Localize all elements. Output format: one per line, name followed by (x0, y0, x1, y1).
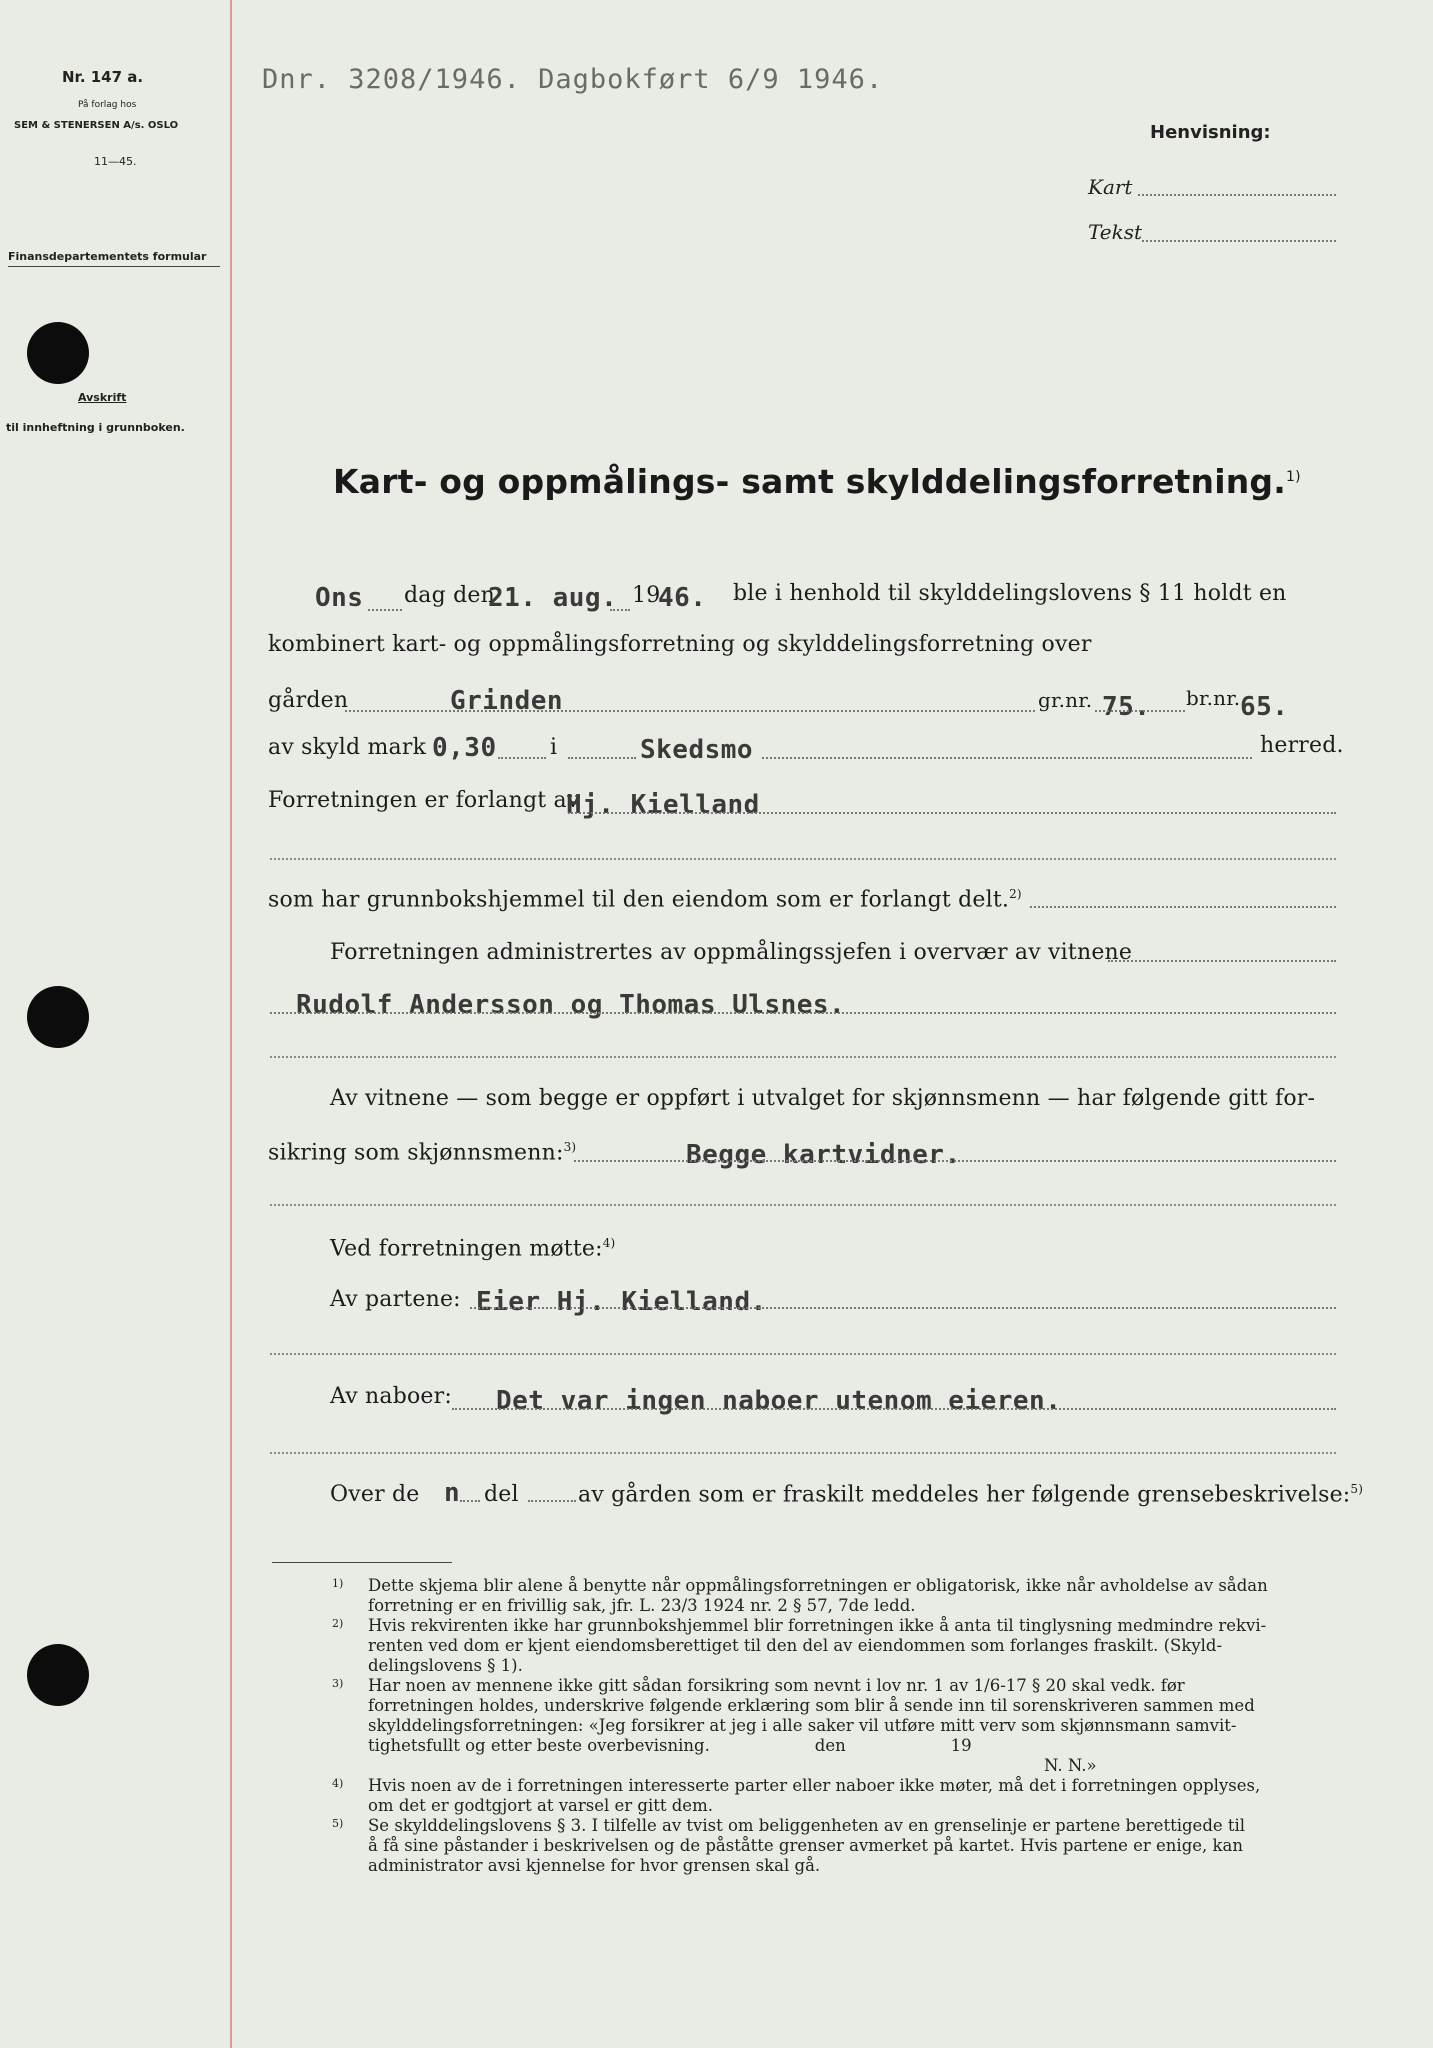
forlangt-dots (568, 812, 1336, 814)
grunnbok-dots (1030, 906, 1336, 908)
over-dots-b (528, 1500, 576, 1502)
garden-label: gården (268, 688, 349, 713)
blank-line-1 (270, 858, 1336, 860)
footnote-3 (332, 1676, 1342, 1756)
henvisning-kart-line (1138, 194, 1336, 196)
henvisning-tekst-line (1142, 240, 1336, 242)
day-typed: Ons (315, 583, 364, 613)
ministry-underline (8, 266, 220, 267)
vitner-typed: Rudolf Andersson og Thomas Ulsnes. (296, 990, 846, 1020)
grunnbok-text: som har grunnbokshjemmel til den eiendom som er forlangt delt. (268, 887, 1010, 913)
footnote-3-number: 3) (332, 1677, 344, 1690)
footnote-3-line: skylddelingsforretningen: «Jeg forsikrer at jeg i alle saker vil utføre mitt verv som skjønnsmann samvit- (368, 1716, 1237, 1735)
day-label: dag den (404, 583, 495, 608)
motte-footnote-ref: 4) (602, 1236, 616, 1250)
skyld-typed: 0,30 (432, 733, 497, 763)
avskrift-label: Avskrift (78, 391, 127, 404)
year-prefix: 19 (632, 583, 661, 608)
over-rest (578, 1482, 1363, 1507)
footnote-5-line: administrator avsi kjennelse for hvor grensen skal gå. (368, 1856, 821, 1875)
footnote-4-line: om det er godtgjort at varsel er gitt dem. (368, 1796, 713, 1815)
footnote-5-line: Se skylddelingslovens § 3. I tilfelle av tvist om beliggenheten av en grenselinje er partene berettigede til (368, 1816, 1246, 1835)
naboer-dots (452, 1408, 1336, 1410)
footnote-signature-text: N. N.» (1044, 1756, 1097, 1775)
herred-label: herred. (1260, 733, 1344, 758)
publisher-line2: SEM & STENERSEN A/s. OSLO (14, 120, 179, 131)
blank-line-5 (270, 1452, 1336, 1454)
partene-typed: Eier Hj. Kielland. (476, 1287, 767, 1317)
over-footnote-ref: 5) (1350, 1482, 1364, 1496)
footnote-separator (272, 1562, 452, 1563)
i-label: i (550, 735, 558, 760)
footnotes (332, 1576, 1342, 1876)
naboer-label: Av naboer: (330, 1384, 452, 1409)
form-number: Nr. 147 a. (62, 68, 144, 86)
partene-dots (470, 1307, 1336, 1309)
forlangt-typed: Hj. Kielland (566, 790, 760, 820)
skyld-dots (498, 757, 546, 759)
naboer-typed: Det var ingen naboer utenom eieren. (496, 1386, 1062, 1416)
date-typed: 21. aug. (488, 583, 618, 613)
forlangt-label: Forretningen er forlangt av (268, 788, 580, 813)
grnr-dots (1095, 710, 1185, 712)
herred-typed: Skedsmo (640, 735, 754, 765)
vitne-dots (574, 1160, 1336, 1162)
partene-label: Av partene: (330, 1287, 461, 1312)
date-dots (610, 609, 630, 611)
vitne-line1: Av vitnene — som begge er oppført i utvalget for skjønnsmenn — har følgende gitt for- (330, 1086, 1316, 1111)
footnote-4-line: Hvis noen av de i forretningen interesserte parter eller naboer ikke møter, må det i forretningen opplyses, (368, 1776, 1261, 1795)
punch-hole-middle (27, 986, 89, 1048)
punch-hole-bottom (27, 1644, 89, 1706)
publisher-line1: På forlag hos (78, 100, 137, 110)
footnote-4 (332, 1776, 1342, 1816)
over-dots-a (460, 1500, 480, 1502)
footnote-2-line: renten ved dom er kjent eiendomsberettiget til den del av eiendommen som forlanges fraskilt. (Skyld- (368, 1636, 1223, 1655)
footnote-signature (332, 1756, 1342, 1776)
footnote-3-line: Har noen av mennene ikke gitt sådan forsikring som nevnt i lov nr. 1 av 1/6-17 § 20 skal vedk. før (368, 1676, 1185, 1695)
footnote-2-number: 2) (332, 1617, 344, 1630)
henvisning-kart-label: Kart (1088, 175, 1133, 199)
ministry-label: Finansdepartementets formular (8, 250, 207, 263)
garden-dots (345, 710, 1035, 712)
print-code: 11—45. (94, 155, 137, 168)
day-dots (368, 609, 402, 611)
grnr-label: gr.nr. (1038, 688, 1093, 712)
skyld-label: av skyld mark (268, 735, 427, 760)
footnote-3-line: forretningen holdes, underskrive følgende erklæring som blir å sende inn til sorenskriveren sammen med (368, 1696, 1255, 1715)
blank-line-3 (270, 1204, 1336, 1206)
blank-line-4 (270, 1353, 1336, 1355)
vitner-dots (270, 1012, 1336, 1014)
footnote-2-line: Hvis rekvirenten ikke har grunnbokshjemmel blir forretningen ikke å anta til tinglysning medmindre rekvi- (368, 1616, 1267, 1635)
footnote-2 (332, 1616, 1342, 1676)
herred-dots-b (762, 757, 1252, 759)
vitne-typed: Begge kartvidner. (686, 1140, 961, 1170)
footnote-2-line: delingslovens § 1). (368, 1656, 523, 1675)
vitne-footnote-ref: 3) (563, 1140, 577, 1154)
title-footnote-ref: 1) (1285, 469, 1301, 485)
henvisning-title: Henvisning: (1150, 122, 1271, 143)
over-rest-text: av gården som er fraskilt meddeles her følgende grensebeskrivelse: (578, 1482, 1351, 1508)
garden-typed: Grinden (450, 686, 564, 716)
blank-line-2 (270, 1056, 1336, 1058)
del-label: del (484, 1482, 519, 1507)
footnote-4-number: 4) (332, 1777, 344, 1790)
title-text: Kart- og oppmålings- samt skylddelingsforretning. (333, 462, 1286, 501)
grnr-typed: 75. (1102, 692, 1151, 722)
footnote-1-line: Dette skjema blir alene å benytte når oppmålingsforretningen er obligatorisk, ikke når avholdelse av sådan (368, 1576, 1268, 1595)
motte-text: Ved forretningen møtte: (330, 1236, 603, 1262)
vitne-line2-text: sikring som skjønnsmenn: (268, 1140, 564, 1166)
grunnbok-line (268, 887, 1022, 912)
punch-hole-top (27, 322, 89, 384)
journal-stamp: Dnr. 3208/1946. Dagbokført 6/9 1946. (262, 64, 884, 95)
footnote-1-line: forretning er en frivillig sak, jfr. L. 23/3 1924 nr. 2 § 57, 7de ledd. (368, 1596, 916, 1615)
avskrift-subtitle: til innheftning i grunnboken. (6, 421, 185, 434)
line2: kombinert kart- og oppmålingsforretning og skylddelingsforretning over (268, 632, 1092, 657)
brnr-typed: 65. (1240, 692, 1289, 722)
motte-label (330, 1236, 615, 1261)
admin-dots (1108, 960, 1336, 962)
footnote-5 (332, 1816, 1342, 1876)
line1-rest: ble i henhold til skylddelingslovens § 11 holdt en (733, 581, 1287, 606)
over-typed: n (444, 1478, 461, 1508)
brnr-label: br.nr. (1186, 686, 1241, 710)
footnote-1 (332, 1576, 1342, 1616)
footnote-1-number: 1) (332, 1577, 344, 1590)
vitne-line2 (268, 1140, 576, 1165)
document-title (333, 462, 1301, 501)
admin-line: Forretningen administrertes av oppmålingssjefen i overvær av vitnene (330, 940, 1133, 965)
footnote-3-line: tighetsfullt og etter beste overbevisning. den 19 (368, 1736, 972, 1755)
footnote-5-line: å få sine påstander i beskrivelsen og de påståtte grenser avmerket på kartet. Hvis partene er enige, kan (368, 1836, 1243, 1855)
herred-dots-a (568, 757, 636, 759)
year-typed: 46. (658, 583, 707, 613)
over-label: Over de (330, 1482, 420, 1507)
footnote-5-number: 5) (332, 1817, 344, 1830)
margin-line (230, 0, 232, 2048)
henvisning-tekst-label: Tekst (1088, 220, 1143, 244)
grunnbok-footnote-ref: 2) (1009, 887, 1022, 901)
